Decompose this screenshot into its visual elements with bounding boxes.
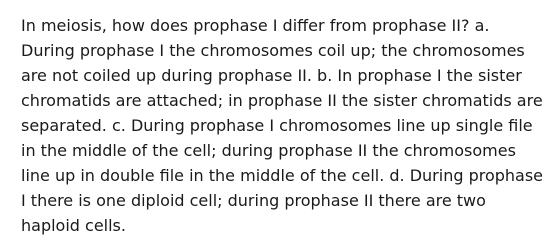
question-line: separated. c. During prophase I chromosomes line up single file [21, 116, 533, 135]
question-line: line up in double file in the middle of the cell. d. During prophase [21, 166, 544, 185]
question-line: I there is one diploid cell; during prophase II there are two [21, 191, 486, 210]
question-line: haploid cells. [21, 216, 126, 235]
question-line: chromatids are attached; in prophase II the sister chromatids are [21, 91, 543, 110]
question-line: In meiosis, how does prophase I differ from prophase II? a. [21, 16, 490, 35]
question-line: in the middle of the cell; during prophase II the chromosomes [21, 141, 516, 160]
question-line: are not coiled up during prophase II. b. In prophase I the sister [21, 66, 522, 85]
question-line: During prophase I the chromosomes coil up; the chromosomes [21, 41, 525, 60]
question-text [21, 13, 543, 238]
